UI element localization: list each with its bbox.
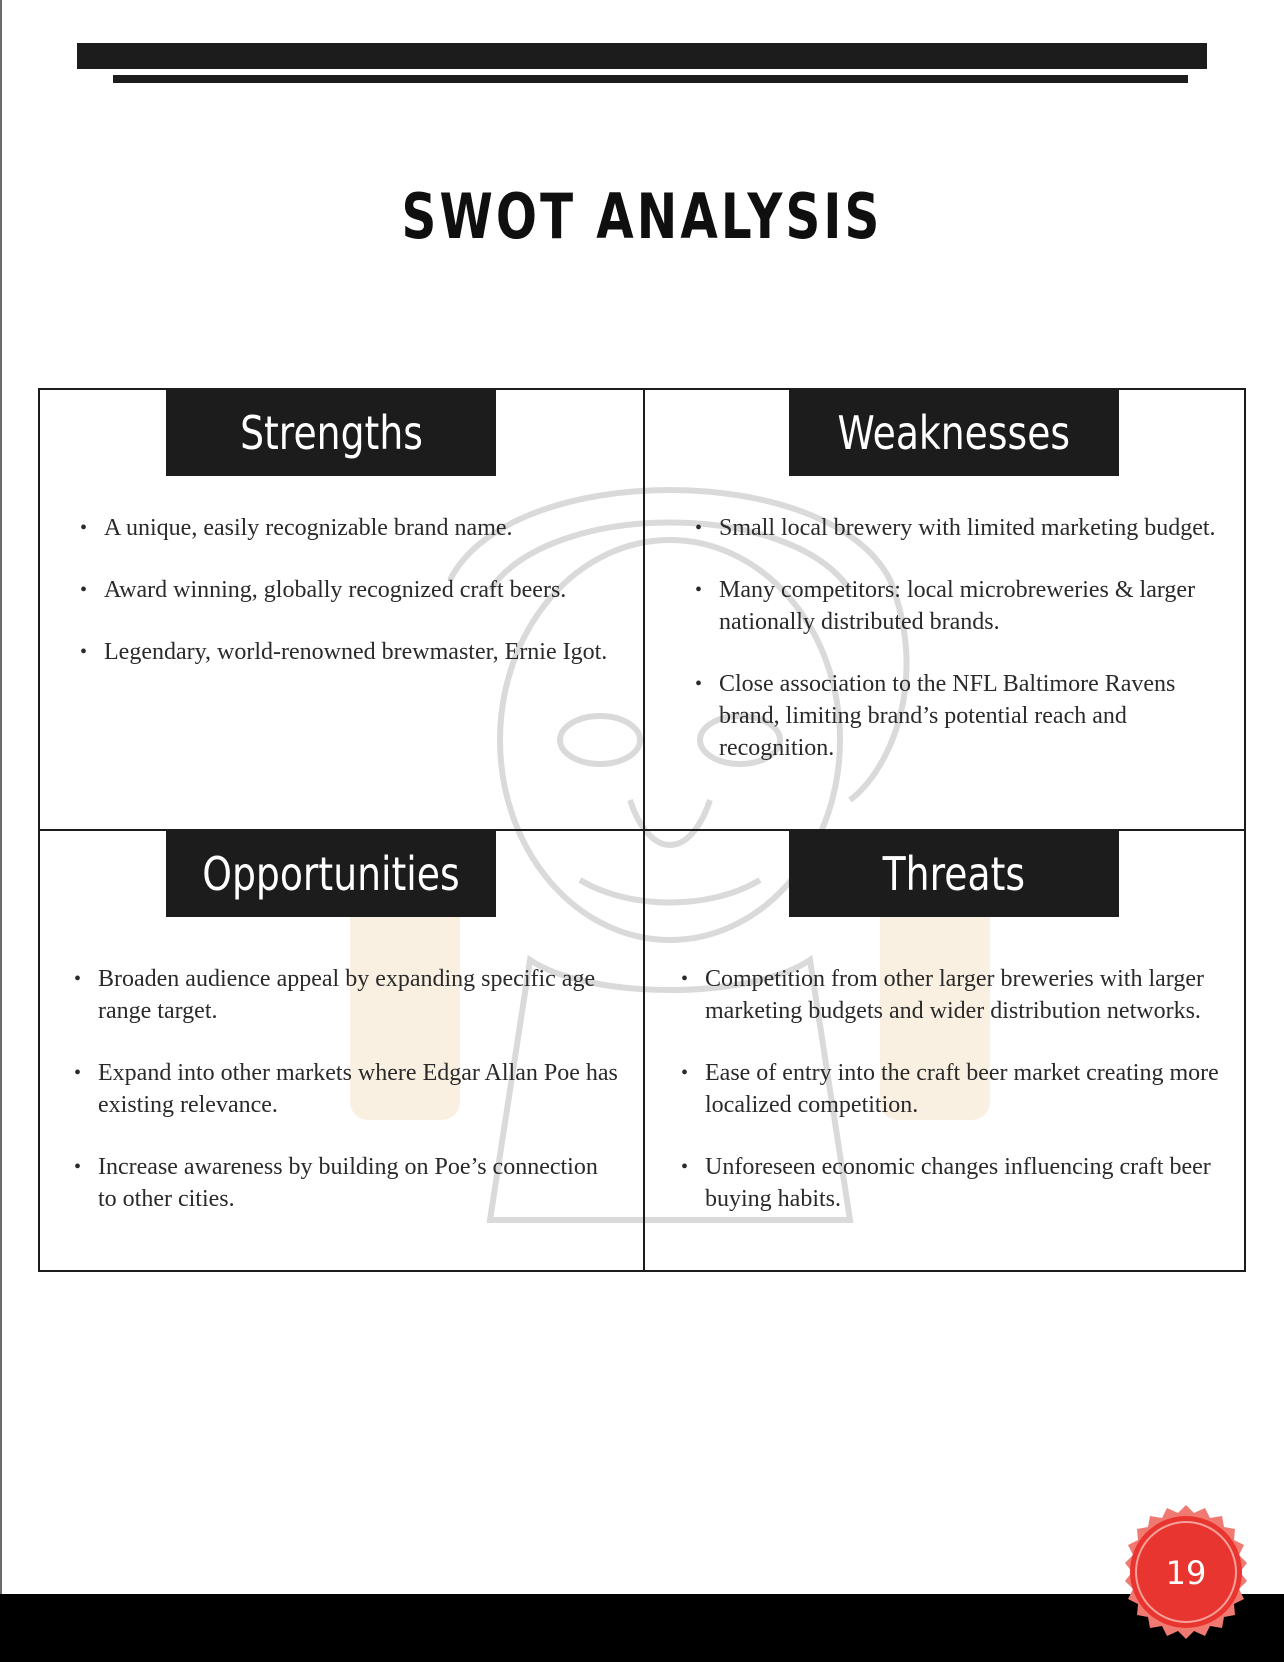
opportunities-item: • Broaden audience appeal by expanding specific age range target. xyxy=(74,963,620,1027)
opportunities-item: • Expand into other markets where Edgar Allan Poe has existing relevance. xyxy=(74,1057,620,1121)
weaknesses-heading: Weaknesses xyxy=(789,390,1119,476)
opportunities-quadrant xyxy=(40,831,643,1270)
threats-list xyxy=(681,963,1221,1245)
strengths-item: • Award winning, globally recognized craft beers. xyxy=(80,574,620,606)
weaknesses-list xyxy=(695,512,1225,794)
strengths-heading: Strengths xyxy=(166,390,496,476)
page-number: 19 xyxy=(1165,1554,1207,1592)
page-edge-line xyxy=(0,0,2,1600)
page-title: SWOT ANALYSIS xyxy=(401,180,883,253)
swot-grid xyxy=(38,388,1246,1272)
weaknesses-item: • Many competitors: local microbreweries & larger nationally distributed brands. xyxy=(695,574,1225,638)
threats-heading: Threats xyxy=(789,831,1119,917)
weaknesses-item: • Close association to the NFL Baltimore Ravens brand, limiting brand’s potential reach and recognition. xyxy=(695,668,1225,764)
threats-item: • Ease of entry into the craft beer market creating more localized competition. xyxy=(681,1057,1221,1121)
threats-quadrant xyxy=(645,831,1244,1270)
strengths-item: • Legendary, world-renowned brewmaster, Ernie Igot. xyxy=(80,636,620,668)
opportunities-item: • Increase awareness by building on Poe’s connection to other cities. xyxy=(74,1151,620,1215)
threats-item: • Unforeseen economic changes influencing craft beer buying habits. xyxy=(681,1151,1221,1215)
opportunities-heading: Opportunities xyxy=(166,831,496,917)
weaknesses-item: • Small local brewery with limited marketing budget. xyxy=(695,512,1225,544)
strengths-item: • A unique, easily recognizable brand name. xyxy=(80,512,620,544)
opportunities-list xyxy=(74,963,620,1245)
footer-bar xyxy=(0,1594,1284,1662)
weaknesses-quadrant xyxy=(645,390,1244,829)
header-rule-thin xyxy=(113,75,1188,83)
threats-item: • Competition from other larger breweries with larger marketing budgets and wider distribution networks. xyxy=(681,963,1221,1027)
strengths-quadrant xyxy=(40,390,643,829)
header-rule-thick xyxy=(77,43,1207,69)
strengths-list xyxy=(80,512,620,698)
